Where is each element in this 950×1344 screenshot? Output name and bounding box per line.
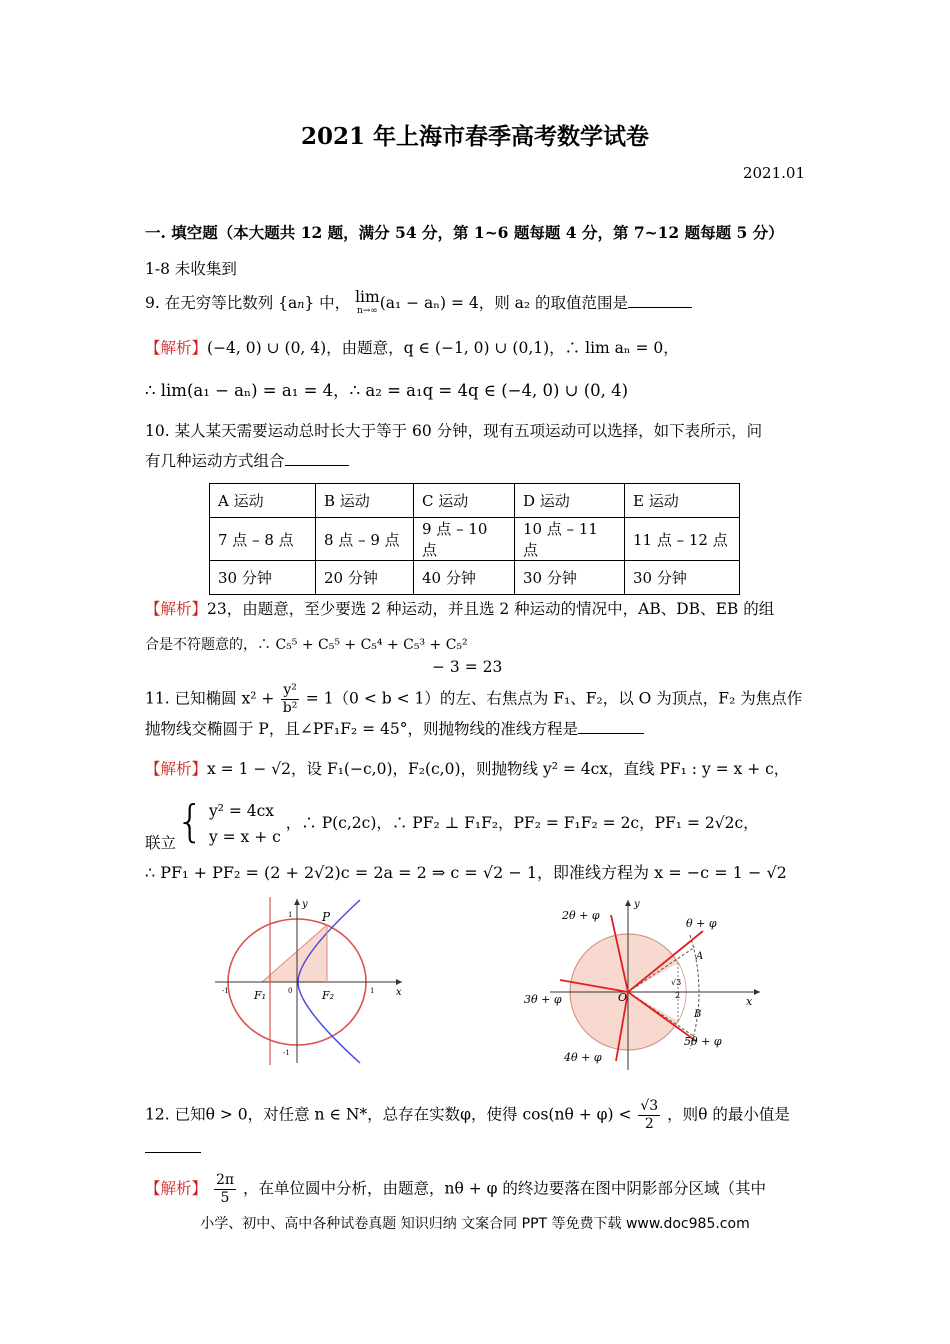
q10-line-1: 10. 某人某天需要运动总时长大于等于 60 分钟，现有五项运动可以选择，如下表所示，问: [145, 422, 763, 440]
q11-frac-num: y²: [283, 682, 297, 698]
q11-system-bottom: y = x + c: [208, 828, 281, 846]
table-cell: 30 分钟: [515, 561, 625, 595]
fig2-label: A: [696, 951, 704, 962]
ellipse-parabola-figure: [210, 895, 410, 1065]
table-cell: B 运动: [316, 484, 414, 518]
fig1-label: 0: [288, 987, 293, 995]
q9-limit-symbol: lim n→∞: [355, 288, 380, 316]
triangle-shade: [262, 925, 327, 982]
fig2-label: y: [634, 899, 640, 910]
q11-analysis-1: [145, 758, 789, 780]
q11-frac-den: b²: [282, 700, 298, 716]
fig2-label: 5θ + φ: [684, 1035, 722, 1048]
document-date: 2021.01: [742, 164, 805, 182]
q11-answer-blank: [578, 719, 644, 734]
q12-prefix: 12. 已知θ > 0，对任意 n ∈ N*，总存在实数φ，使得 cos(nθ + φ) <: [145, 1105, 632, 1124]
q9-suffix: ，则 a₂ 的取值范围是: [478, 294, 629, 312]
fig2-label: 2θ + φ: [562, 909, 600, 922]
fig1-label: 1: [288, 911, 293, 919]
q10-answer-blank: [285, 451, 349, 466]
q12-analysis-1: [145, 1172, 766, 1207]
q9-answer-blank: [628, 293, 692, 308]
fig1-label: x: [396, 987, 402, 998]
q11-line-2-text: 抛物线交椭圆于 P，且∠PF₁F₂ = 45°，则抛物线的准线方程是: [145, 720, 579, 738]
question-9: 9. 在无穷等比数列 {an} 中， lim n→∞ (a₁ − aₙ) = 4，则 a₂ 的取值范围是: [145, 290, 692, 318]
q11-system: [209, 798, 281, 850]
table-cell: 10 点 – 11 点: [515, 518, 625, 561]
activity-table: [209, 483, 740, 595]
table-cell: 40 分钟: [414, 561, 515, 595]
fig2-label: 3θ + φ: [524, 993, 562, 1006]
table-cell: 30 分钟: [210, 561, 316, 595]
q9-analysis-2: ∴ lim(a₁ − aₙ) = a₁ = 4，∴ a₂ = a₁q = 4q ∈ (−4, 0) ∪ (0, 4): [145, 381, 629, 400]
q11-system-rest: ，∴ P(c,2c)，∴ PF₂ ⊥ F₁F₂，PF₂ = F₁F₂ = 2c，PF₁ = 2√2c，: [285, 814, 759, 832]
q10-line-2-text: 有几种运动方式组合: [145, 452, 285, 470]
table-cell: C 运动: [414, 484, 515, 518]
fig1-label: y: [302, 899, 308, 910]
fig1-label: F₁: [254, 989, 267, 1002]
q11-prefix: 11. 已知椭圆 x² +: [145, 689, 275, 708]
table-cell: 30 分钟: [625, 561, 740, 595]
q12-frac-num: √3: [640, 1098, 659, 1114]
analysis-tag: 【解析】: [145, 600, 208, 618]
analysis-tag: 【解析】: [145, 339, 208, 357]
question-11: [145, 682, 802, 717]
fig1-label: 1: [370, 987, 375, 995]
table-cell: A 运动: [210, 484, 316, 518]
q12-frac-den: 2: [644, 1116, 654, 1132]
q11-analysis-3: ∴ PF₁ + PF₂ = (2 + 2√2)c = 2a = 2 ⇒ c = √2 − 1，即准线方程为 x = −c = 1 − √2: [145, 863, 787, 882]
q11-analysis-2: [145, 796, 759, 858]
analysis-tag: 【解析】: [145, 1179, 208, 1198]
table-cell: E 运动: [625, 484, 740, 518]
table-cell: 7 点 – 8 点: [210, 518, 316, 561]
table-cell: 11 点 – 12 点: [625, 518, 740, 561]
q12-answer-fraction: [214, 1172, 236, 1207]
q12-ans-frac-den: 5: [220, 1190, 230, 1206]
fig2-label: B: [694, 1009, 702, 1020]
fig2-label: O: [618, 991, 628, 1004]
fig2-label: θ + φ: [686, 917, 717, 930]
brace-symbol: {: [176, 796, 205, 847]
q11-answer-text-1: x = 1 − √2，设 F₁(−c,0)，F₂(c,0)，则抛物线 y² = 4cx，直线 PF₁ : y = x + c，: [207, 760, 790, 778]
fig2-label: x: [746, 995, 753, 1008]
document-title: 2021 年上海市春季高考数学试卷: [300, 123, 650, 150]
fig2-label: 2: [675, 991, 681, 1000]
q11-system-label: 联立: [145, 834, 177, 852]
q9-mid: } 中，: [304, 294, 351, 312]
q12-ans-frac-num: 2π: [215, 1172, 235, 1188]
fig1-label: -1: [222, 987, 229, 995]
q12-answer-blank: [145, 1152, 201, 1153]
q9-analysis-1: [145, 337, 679, 359]
q9-answer-text-1: (−4, 0) ∪ (0, 4)，由题意，q ∈ (−1, 0) ∪ (0,1)，∴ lim aₙ = 0，: [207, 339, 679, 357]
q9-limit-expr: (a₁ − aₙ) = 4: [379, 294, 479, 312]
q10-line-2: [145, 450, 349, 472]
q12-suffix: ，则θ 的最小值是: [667, 1105, 790, 1124]
page-footer: 小学、初中、高中各种试卷真题 知识归纳 文案合同 PPT 等免费下载 www.doc985.com: [200, 1216, 750, 1232]
fig2-label: 4θ + φ: [564, 1051, 602, 1064]
table-row: [210, 484, 740, 518]
section-heading: 一. 填空题（本大题共 12 题，满分 54 分，第 1~6 题每题 4 分，第 7~12 题每题 5 分）: [145, 223, 784, 242]
table-cell: D 运动: [515, 484, 625, 518]
q12-answer-text: ，在单位圆中分析，由题意，nθ + φ 的终边要落在图中阴影部分区域（其中: [243, 1179, 766, 1198]
q12-fraction: [638, 1098, 660, 1133]
q11-fraction: [281, 682, 299, 717]
q11-system-top: y² = 4cx: [208, 802, 275, 820]
q11-line-2: [145, 718, 644, 740]
table-cell: 20 分钟: [316, 561, 414, 595]
fig1-label: -1: [283, 1049, 290, 1057]
table-cell: 8 点 – 9 点: [316, 518, 414, 561]
analysis-tag: 【解析】: [145, 760, 208, 778]
table-row: [210, 518, 740, 561]
table-cell: 9 点 – 10 点: [414, 518, 515, 561]
question-12: [145, 1098, 790, 1133]
q10-answer-text-1: 23，由题意，至少要选 2 种运动，并且选 2 种运动的情况中，AB、DB、EB 的组: [207, 600, 775, 618]
fig1-label: P: [322, 910, 331, 924]
q10-analysis-2: 合是不符题意的，∴ C₅⁵ + C₅⁵ + C₅⁴ + C₅³ + C₅²: [145, 637, 468, 653]
q10-analysis-1: [145, 598, 774, 620]
fig2-label: √3: [671, 978, 682, 987]
table-row: [210, 561, 740, 595]
q11-suffix: = 1（0 < b < 1）的左、右焦点为 F₁、F₂，以 O 为顶点，F₂ 为焦点作: [305, 689, 803, 708]
q9-prefix: 9. 在无穷等比数列 {a: [145, 294, 298, 312]
fig1-label: F₂: [322, 989, 335, 1002]
unit-circle-figure: [520, 895, 770, 1075]
section-note: 1-8 未收集到: [145, 260, 237, 278]
q10-analysis-3: − 3 = 23: [432, 658, 503, 676]
